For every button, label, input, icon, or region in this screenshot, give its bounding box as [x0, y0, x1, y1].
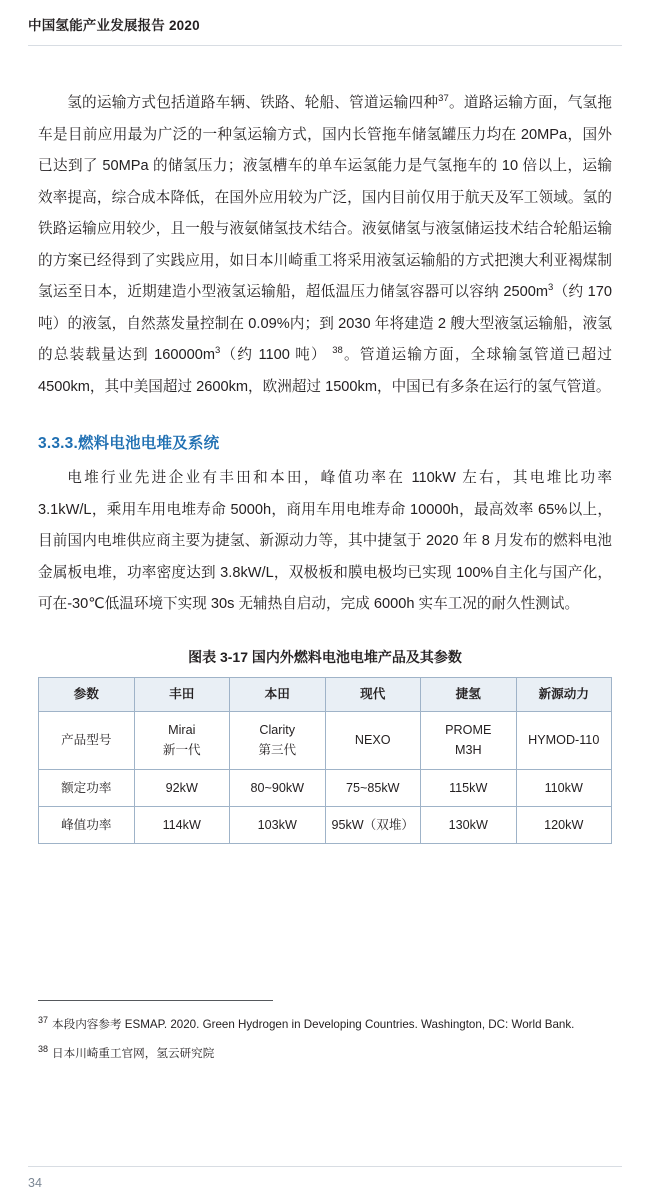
cell-rated-hyundai: 75~85kW [325, 769, 421, 806]
header-divider [28, 45, 622, 46]
paragraph-transport-part2: 。道路运输方面，气氢拖车是目前应用最为广泛的一种氢运输方式，国内长管拖车储氢罐压力均在 20MPa，国外已达到了 50MPa 的储氢压力；液氢槽车的单车运氢能力是气氢拖车的 10 倍以上，运输效率提高，综合成本降低，在国外应用较为广泛，国内目前仅用于航天及军工领域。氢的铁路运输应用较少，且一般与液氨储氢技术结合。液氨储氢与液氢储运技术结合轮船运输的方案已经得到了实践应用，如日本川崎重工将采用液氢运输船的方式把澳大利亚褐煤制氢运至日本，近期建造小型液氢运输船，超低温压力储氢容器可以容纳 2500m [38, 95, 612, 300]
footnote-ref-38[interactable]: 38 [332, 345, 343, 357]
fuel-cell-stack-table [38, 677, 612, 844]
cell-model-honda [230, 711, 326, 769]
row-label-model: 产品型号 [39, 711, 135, 769]
footnote-ref-37[interactable]: 37 [438, 93, 449, 105]
table-col-header-hyundai: 现代 [325, 677, 421, 711]
paragraph-transport-part3: （约 170 吨）的液氢，自然蒸发量控制在 0.09%内；到 2030 年将建造 2 艘大型液氢运输船，液氢的总装载量达到 160000m [38, 284, 613, 363]
page-content [0, 88, 650, 844]
table-col-header-toyota: 丰田 [134, 677, 230, 711]
footnote-text: 本段内容参考 ESMAP. 2020. Green Hydrogen in Developing Countries. Washington, DC: World Bank. [52, 1017, 575, 1031]
section-heading-333: 3.3.3.燃料电池电堆及系统 [38, 435, 220, 452]
cell-peak-xinyuan: 120kW [516, 806, 612, 843]
table-body [39, 711, 612, 843]
cell-peak-toyota: 114kW [134, 806, 230, 843]
table-caption: 图表 3-17 国内外燃料电池电堆产品及其参数 [188, 648, 462, 665]
row-label-peak-power: 峰值功率 [39, 806, 135, 843]
table-col-header-jieqing: 捷氢 [421, 677, 517, 711]
report-title: 中国氢能产业发展报告 2020 [28, 18, 200, 33]
table-row [39, 806, 612, 843]
cell-peak-honda: 103kW [230, 806, 326, 843]
table-col-header-param: 参数 [39, 677, 135, 711]
footnote-38 [38, 1039, 612, 1064]
unit-superscript-1: 3 [548, 282, 554, 294]
cell-line: M3H [454, 743, 482, 757]
cell-line: 第三代 [258, 743, 297, 757]
cell-model-toyota [134, 711, 230, 769]
cell-rated-jieqing: 115kW [421, 769, 517, 806]
cell-model-jieqing [421, 711, 517, 769]
paragraph-transport-part4: （约 1100 吨） [220, 347, 327, 363]
cell-model-xinyuan: HYMOD-110 [516, 711, 612, 769]
table-row [39, 711, 612, 769]
cell-rated-honda: 80~90kW [230, 769, 326, 806]
footnote-divider [38, 1000, 273, 1001]
paragraph-transport-part5: 。管道运输方面，全球输氢管道已超过 4500km，其中美国超过 2600km，欧洲超过 1500km，中国已有多条在运行的氢气管道。 [38, 347, 612, 395]
cell-peak-jieqing: 130kW [421, 806, 517, 843]
cell-line: Clarity [259, 723, 296, 737]
cell-line: PROME [445, 723, 492, 737]
cell-peak-hyundai: 95kW（双堆） [325, 806, 421, 843]
table-header-row [39, 677, 612, 711]
page-footer [0, 1166, 650, 1190]
footnote-marker: 37 [38, 1015, 49, 1025]
cell-line: Mirai [168, 723, 196, 737]
cell-rated-toyota: 92kW [134, 769, 230, 806]
table-col-header-xinyuan: 新源动力 [516, 677, 612, 711]
row-label-rated-power: 额定功率 [39, 769, 135, 806]
footnote-marker: 38 [38, 1043, 49, 1054]
cell-line: 新一代 [162, 743, 201, 757]
table-head [39, 677, 612, 711]
footnote-37 [38, 1010, 612, 1035]
cell-model-hyundai: NEXO [325, 711, 421, 769]
footnotes-section [38, 1000, 612, 1068]
table-col-header-honda: 本田 [230, 677, 326, 711]
page-header [0, 0, 650, 46]
page-number: 34 [28, 1176, 42, 1190]
table-row [39, 769, 612, 806]
footnote-text: 日本川崎重工官网，氢云研究院 [52, 1046, 215, 1060]
unit-superscript-2: 3 [215, 345, 221, 357]
paragraph-transport [38, 88, 612, 403]
cell-rated-xinyuan: 110kW [516, 769, 612, 806]
paragraph-fuelcell-stack: 电堆行业先进企业有丰田和本田，峰值功率在 110kW 左右，其电堆比功率 3.1kW/L，乘用车用电堆寿命 5000h，商用车用电堆寿命 10000h，最高效率 65%以上，目前国内电堆供应商主要为捷氢、新源动力等，其中捷氢于 2020 年 8 月发布的燃料电池金属板电堆，功率密度达到 3.8kW/L，双极板和膜电极均已实现 100%自主化与国产化，可在-30℃低温环境下实现 30s 无辅热自启动，完成 6000h 实车工况的耐久性测试。 [38, 470, 612, 612]
paragraph-transport-part1: 氢的运输方式包括道路车辆、铁路、轮船、管道运输四种 [67, 95, 439, 111]
